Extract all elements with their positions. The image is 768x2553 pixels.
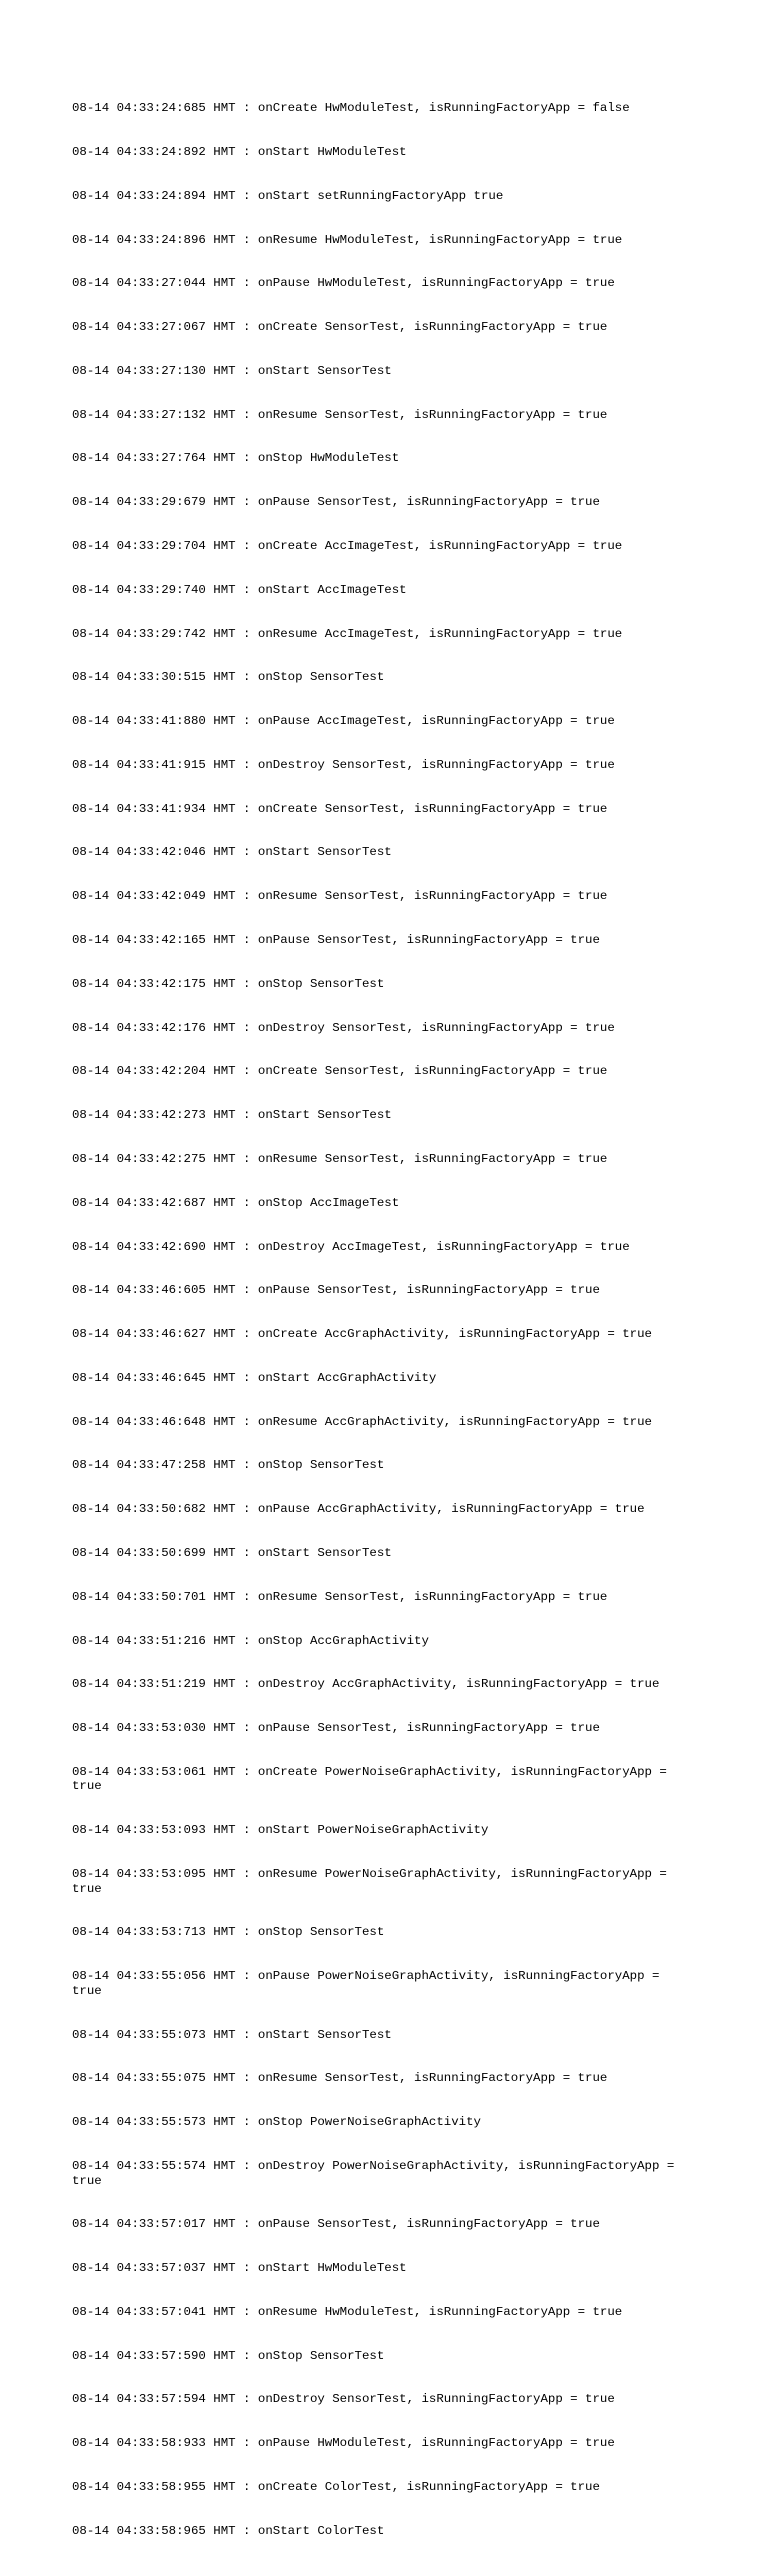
log-line: 08-14 04:33:42:046 HMT : onStart SensorTest [72, 845, 392, 860]
log-text-block [72, 72, 692, 2553]
log-line: 08-14 04:33:27:044 HMT : onPause HwModuleTest, isRunningFactoryApp = true [72, 276, 615, 291]
log-line: 08-14 04:33:29:740 HMT : onStart AccImageTest [72, 582, 407, 597]
log-line: 08-14 04:33:42:204 HMT : onCreate SensorTest, isRunningFactoryApp = true [72, 1064, 608, 1079]
log-line: 08-14 04:33:42:687 HMT : onStop AccImageTest [72, 1195, 400, 1210]
log-line: 08-14 04:33:42:049 HMT : onResume SensorTest, isRunningFactoryApp = true [72, 889, 608, 904]
log-line: 08-14 04:33:46:645 HMT : onStart AccGraphActivity [72, 1370, 437, 1385]
log-line: 08-14 04:33:51:219 HMT : onDestroy AccGraphActivity, isRunningFactoryApp = true [72, 1677, 660, 1692]
log-line: 08-14 04:33:53:713 HMT : onStop SensorTest [72, 1925, 385, 1940]
log-line: 08-14 04:33:50:701 HMT : onResume SensorTest, isRunningFactoryApp = true [72, 1589, 608, 1604]
log-line: 08-14 04:33:41:915 HMT : onDestroy SensorTest, isRunningFactoryApp = true [72, 757, 615, 772]
log-line: 08-14 04:33:57:590 HMT : onStop SensorTest [72, 2348, 385, 2363]
log-line: 08-14 04:33:29:679 HMT : onPause SensorTest, isRunningFactoryApp = true [72, 495, 600, 510]
log-line: 08-14 04:33:29:704 HMT : onCreate AccImageTest, isRunningFactoryApp = true [72, 539, 623, 553]
log-line: 08-14 04:33:42:176 HMT : onDestroy SensorTest, isRunningFactoryApp = true [72, 1020, 615, 1035]
log-line: 08-14 04:33:42:690 HMT : onDestroy AccImageTest, isRunningFactoryApp = true [72, 1239, 630, 1254]
log-line: 08-14 04:33:42:275 HMT : onResume SensorTest, isRunningFactoryApp = true [72, 1151, 608, 1166]
log-line: 08-14 04:33:47:258 HMT : onStop SensorTest [72, 1458, 385, 1473]
log-line: 08-14 04:33:50:682 HMT : onPause AccGraphActivity, isRunningFactoryApp = true [72, 1502, 645, 1517]
log-line: 08-14 04:33:53:030 HMT : onPause SensorTest, isRunningFactoryApp = true [72, 1721, 600, 1736]
log-line: 08-14 04:33:24:892 HMT : onStart HwModuleTest [72, 144, 407, 159]
log-line: 08-14 04:33:29:742 HMT : onResume AccImageTest, isRunningFactoryApp = true [72, 626, 623, 641]
log-line: 08-14 04:33:42:273 HMT : onStart SensorTest [72, 1108, 392, 1123]
log-line: 08-14 04:33:53:061 HMT : onCreate PowerNoiseGraphActivity, isRunningFactoryApp = true [72, 1764, 675, 1794]
log-line: 08-14 04:33:27:132 HMT : onResume SensorTest, isRunningFactoryApp = true [72, 407, 608, 422]
log-line: 08-14 04:33:58:933 HMT : onPause HwModuleTest, isRunningFactoryApp = true [72, 2436, 615, 2451]
log-line: 08-14 04:33:58:965 HMT : onStart ColorTest [72, 2523, 385, 2538]
log-line: 08-14 04:33:55:073 HMT : onStart SensorTest [72, 2027, 392, 2042]
log-line: 08-14 04:33:57:041 HMT : onResume HwModuleTest, isRunningFactoryApp = true [72, 2304, 623, 2319]
log-line: 08-14 04:33:27:764 HMT : onStop HwModuleTest [72, 451, 400, 466]
log-line: 08-14 04:33:24:894 HMT : onStart setRunningFactoryApp true [72, 188, 504, 203]
log-line: 08-14 04:33:46:605 HMT : onPause SensorTest, isRunningFactoryApp = true [72, 1283, 600, 1298]
log-line: 08-14 04:33:46:648 HMT : onResume AccGraphActivity, isRunningFactoryApp = true [72, 1414, 652, 1429]
log-line: 08-14 04:33:42:165 HMT : onPause SensorTest, isRunningFactoryApp = true [72, 933, 600, 948]
log-line: 08-14 04:33:24:685 HMT : onCreate HwModuleTest, isRunningFactoryApp = false [72, 101, 630, 116]
log-line: 08-14 04:33:53:093 HMT : onStart PowerNoiseGraphActivity [72, 1823, 489, 1838]
log-line: 08-14 04:33:55:574 HMT : onDestroy PowerNoiseGraphActivity, isRunningFactoryApp = true [72, 2158, 682, 2188]
log-line: 08-14 04:33:27:130 HMT : onStart SensorTest [72, 363, 392, 378]
log-line: 08-14 04:33:51:216 HMT : onStop AccGraphActivity [72, 1633, 429, 1648]
log-line: 08-14 04:33:55:056 HMT : onPause PowerNoiseGraphActivity, isRunningFactoryApp = true [72, 1969, 667, 1998]
log-line: 08-14 04:33:46:627 HMT : onCreate AccGraphActivity, isRunningFactoryApp = true [72, 1327, 652, 1342]
log-line: 08-14 04:33:50:699 HMT : onStart SensorTest [72, 1545, 392, 1560]
log-line: 08-14 04:33:24:896 HMT : onResume HwModuleTest, isRunningFactoryApp = true [72, 232, 623, 247]
log-line: 08-14 04:33:57:017 HMT : onPause SensorTest, isRunningFactoryApp = true [72, 2217, 600, 2232]
log-line: 08-14 04:33:55:573 HMT : onStop PowerNoiseGraphActivity [72, 2115, 481, 2130]
log-line: 08-14 04:33:41:880 HMT : onPause AccImageTest, isRunningFactoryApp = true [72, 714, 615, 729]
log-line: 08-14 04:33:27:067 HMT : onCreate SensorTest, isRunningFactoryApp = true [72, 320, 608, 335]
log-line: 08-14 04:33:55:075 HMT : onResume SensorTest, isRunningFactoryApp = true [72, 2071, 608, 2086]
log-line: 08-14 04:33:58:955 HMT : onCreate ColorTest, isRunningFactoryApp = true [72, 2479, 600, 2494]
log-line: 08-14 04:33:57:594 HMT : onDestroy SensorTest, isRunningFactoryApp = true [72, 2392, 615, 2407]
log-line: 08-14 04:33:30:515 HMT : onStop SensorTest [72, 670, 385, 685]
log-line: 08-14 04:33:41:934 HMT : onCreate SensorTest, isRunningFactoryApp = true [72, 801, 608, 816]
log-line: 08-14 04:33:57:037 HMT : onStart HwModuleTest [72, 2261, 407, 2276]
log-line: 08-14 04:33:53:095 HMT : onResume PowerNoiseGraphActivity, isRunningFactoryApp = true [72, 1867, 675, 1896]
log-line: 08-14 04:33:42:175 HMT : onStop SensorTest [72, 976, 385, 991]
